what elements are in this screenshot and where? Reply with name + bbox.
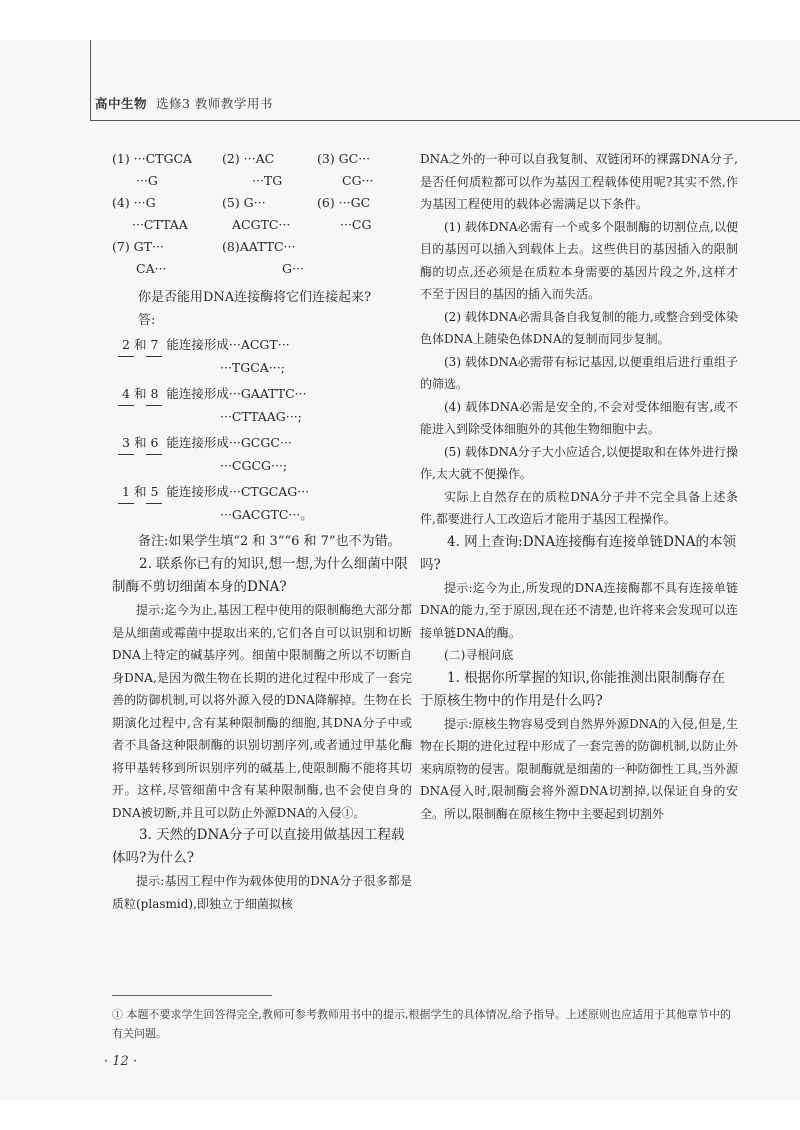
margin-rule-vertical [90,40,91,120]
sequence-row: CA··· G··· [136,261,304,276]
footnote-rule [112,995,272,996]
sequence-row: (7) GT··· (8)AATTC··· [112,239,296,254]
sequence-row: (4) ···G (5) G··· (6) ···GC [112,195,371,210]
paragraph: 实际上自然存在的质粒DNA分子并不完全具备上述条件,都要进行人工改造后才能用于基因工程操作。 [420,489,738,526]
running-header [95,94,273,112]
question-5: 1. 根据你所掌握的知识,你能推测出限制酶存在于原核生物中的作用是什么吗? [420,669,725,709]
book-title: 高中生物 [95,96,148,111]
answer-item: 1 和 5 能连接形成···CTGCAG··· ···GACGTC···。 [112,481,412,526]
sequence-list [112,148,412,280]
note: 备注:如果学生填“2 和 3”“6 和 7”也不为错。 [138,534,401,549]
answer-item: 2 和 7 能连接形成···ACGT··· ···TGCA···; [112,334,412,379]
condition-1: (1) 载体DNA必需有一个或多个限制酶的切割位点,以便目的基因可以插入到载体上去。这些供目的基因插入的限制酶的切点,还必须是在质粒本身需要的基因片段之外,这样才不至于因目的基因的插入而失活。 [420,219,738,301]
answer-list [112,334,412,526]
question-ligase: 你是否能用DNA连接酶将它们连接起来? [138,290,372,305]
answer-label: 答: [138,313,156,328]
sequence-row: (1) ···CTGCA (2) ···AC (3) GC··· [112,151,371,166]
answer-item: 4 和 8 能连接形成···GAATTC··· ···CTTAAG···; [112,383,412,428]
question-2-hint: 提示:迄今为止,基因工程中使用的限制酶绝大部分都是从细菌或霉菌中提取出来的,它们各自可以识别和切断DNA上特定的碱基序列。细菌中限制酶之所以不切断自身DNA,是因为微生物在长期的进化过程中形成了一套完善的防御机制,可以将外源入侵的DNA降解掉。生物在长期演化过程中,含有某种限制酶的细胞,其DNA分子中或者不具备这种限制酶的识别切割序列,或者通过甲基化酶将甲基转移到所识别序列的碱基上,使限制酶不能将其切开。这样,尽管细菌中含有某种限制酶,也不会使自身的DNA被切断,并且可以防止外源DNA的入侵①。 [112,603,412,820]
condition-2: (2) 载体DNA必需具备自我复制的能力,或整合到受体染色体DNA上随染色体DNA的复制而同步复制。 [420,309,738,346]
right-column [420,148,738,825]
page-number: · 12 · [104,1054,138,1069]
book-subtitle: 选修3 教师教学用书 [155,96,273,111]
section-heading: (二)寻根问底 [444,648,514,662]
sequence-row: ···G ···TG CG··· [136,173,374,188]
question-4-hint: 提示:迄今为止,所发现的DNA连接酶都不具有连接单链DNA的能力,至于原因,现在还不清楚,也许将来会发现可以连接单链DNA的酶。 [420,580,738,640]
header-rule [90,120,800,121]
condition-3: (3) 载体DNA必需带有标记基因,以便重组后进行重组子的筛选。 [420,354,738,391]
condition-4: (4) 载体DNA必需是安全的,不会对受体细胞有害,或不能进入到除受体细胞外的其他生物细胞中去。 [420,399,738,436]
footnote: ① 本题不要求学生回答得完全,教师可参考教师用书中的提示,根据学生的具体情况,给予指导。上述原则也应适用于其他章节中的有关问题。 [112,1008,731,1040]
question-4: 4. 网上查询:DNA连接酶有连接单链DNA的本领吗? [420,533,736,573]
question-2: 2. 联系你已有的知识,想一想,为什么细菌中限制酶不剪切细菌本身的DNA? [112,556,408,595]
answer-item: 3 和 6 能连接形成···GCGC··· ···CGCG···; [112,432,412,477]
left-column [112,148,412,915]
condition-5: (5) 载体DNA分子大小应适合,以便提取和在体外进行操作,太大就不便操作。 [420,444,738,481]
question-5-hint: 提示:原核生物容易受到自然界外源DNA的入侵,但是,生物在长期的进化过程中形成了一套完善的防御机制,以防止外来病原物的侵害。限制酶就是细菌的一种防御性工具,当外源DNA侵入时,限制酶会将外源DNA切割掉,以保证自身的安全。所以,限制酶在原核生物中主要起到切割外 [420,716,738,821]
paragraph: DNA之外的一种可以自我复制、双链闭环的裸露DNA分子,是否任何质粒都可以作为基因工程载体使用呢?其实不然,作为基因工程使用的载体必需满足以下条件。 [420,152,738,211]
question-3-hint: 提示:基因工程中作为载体使用的DNA分子很多都是质粒(plasmid),即独立于细菌拟核 [112,874,412,911]
question-3: 3. 天然的DNA分子可以直接用做基因工程载体吗?为什么? [112,827,405,866]
sequence-row: ···CTTAA ACGTC··· ···CG [132,217,372,232]
